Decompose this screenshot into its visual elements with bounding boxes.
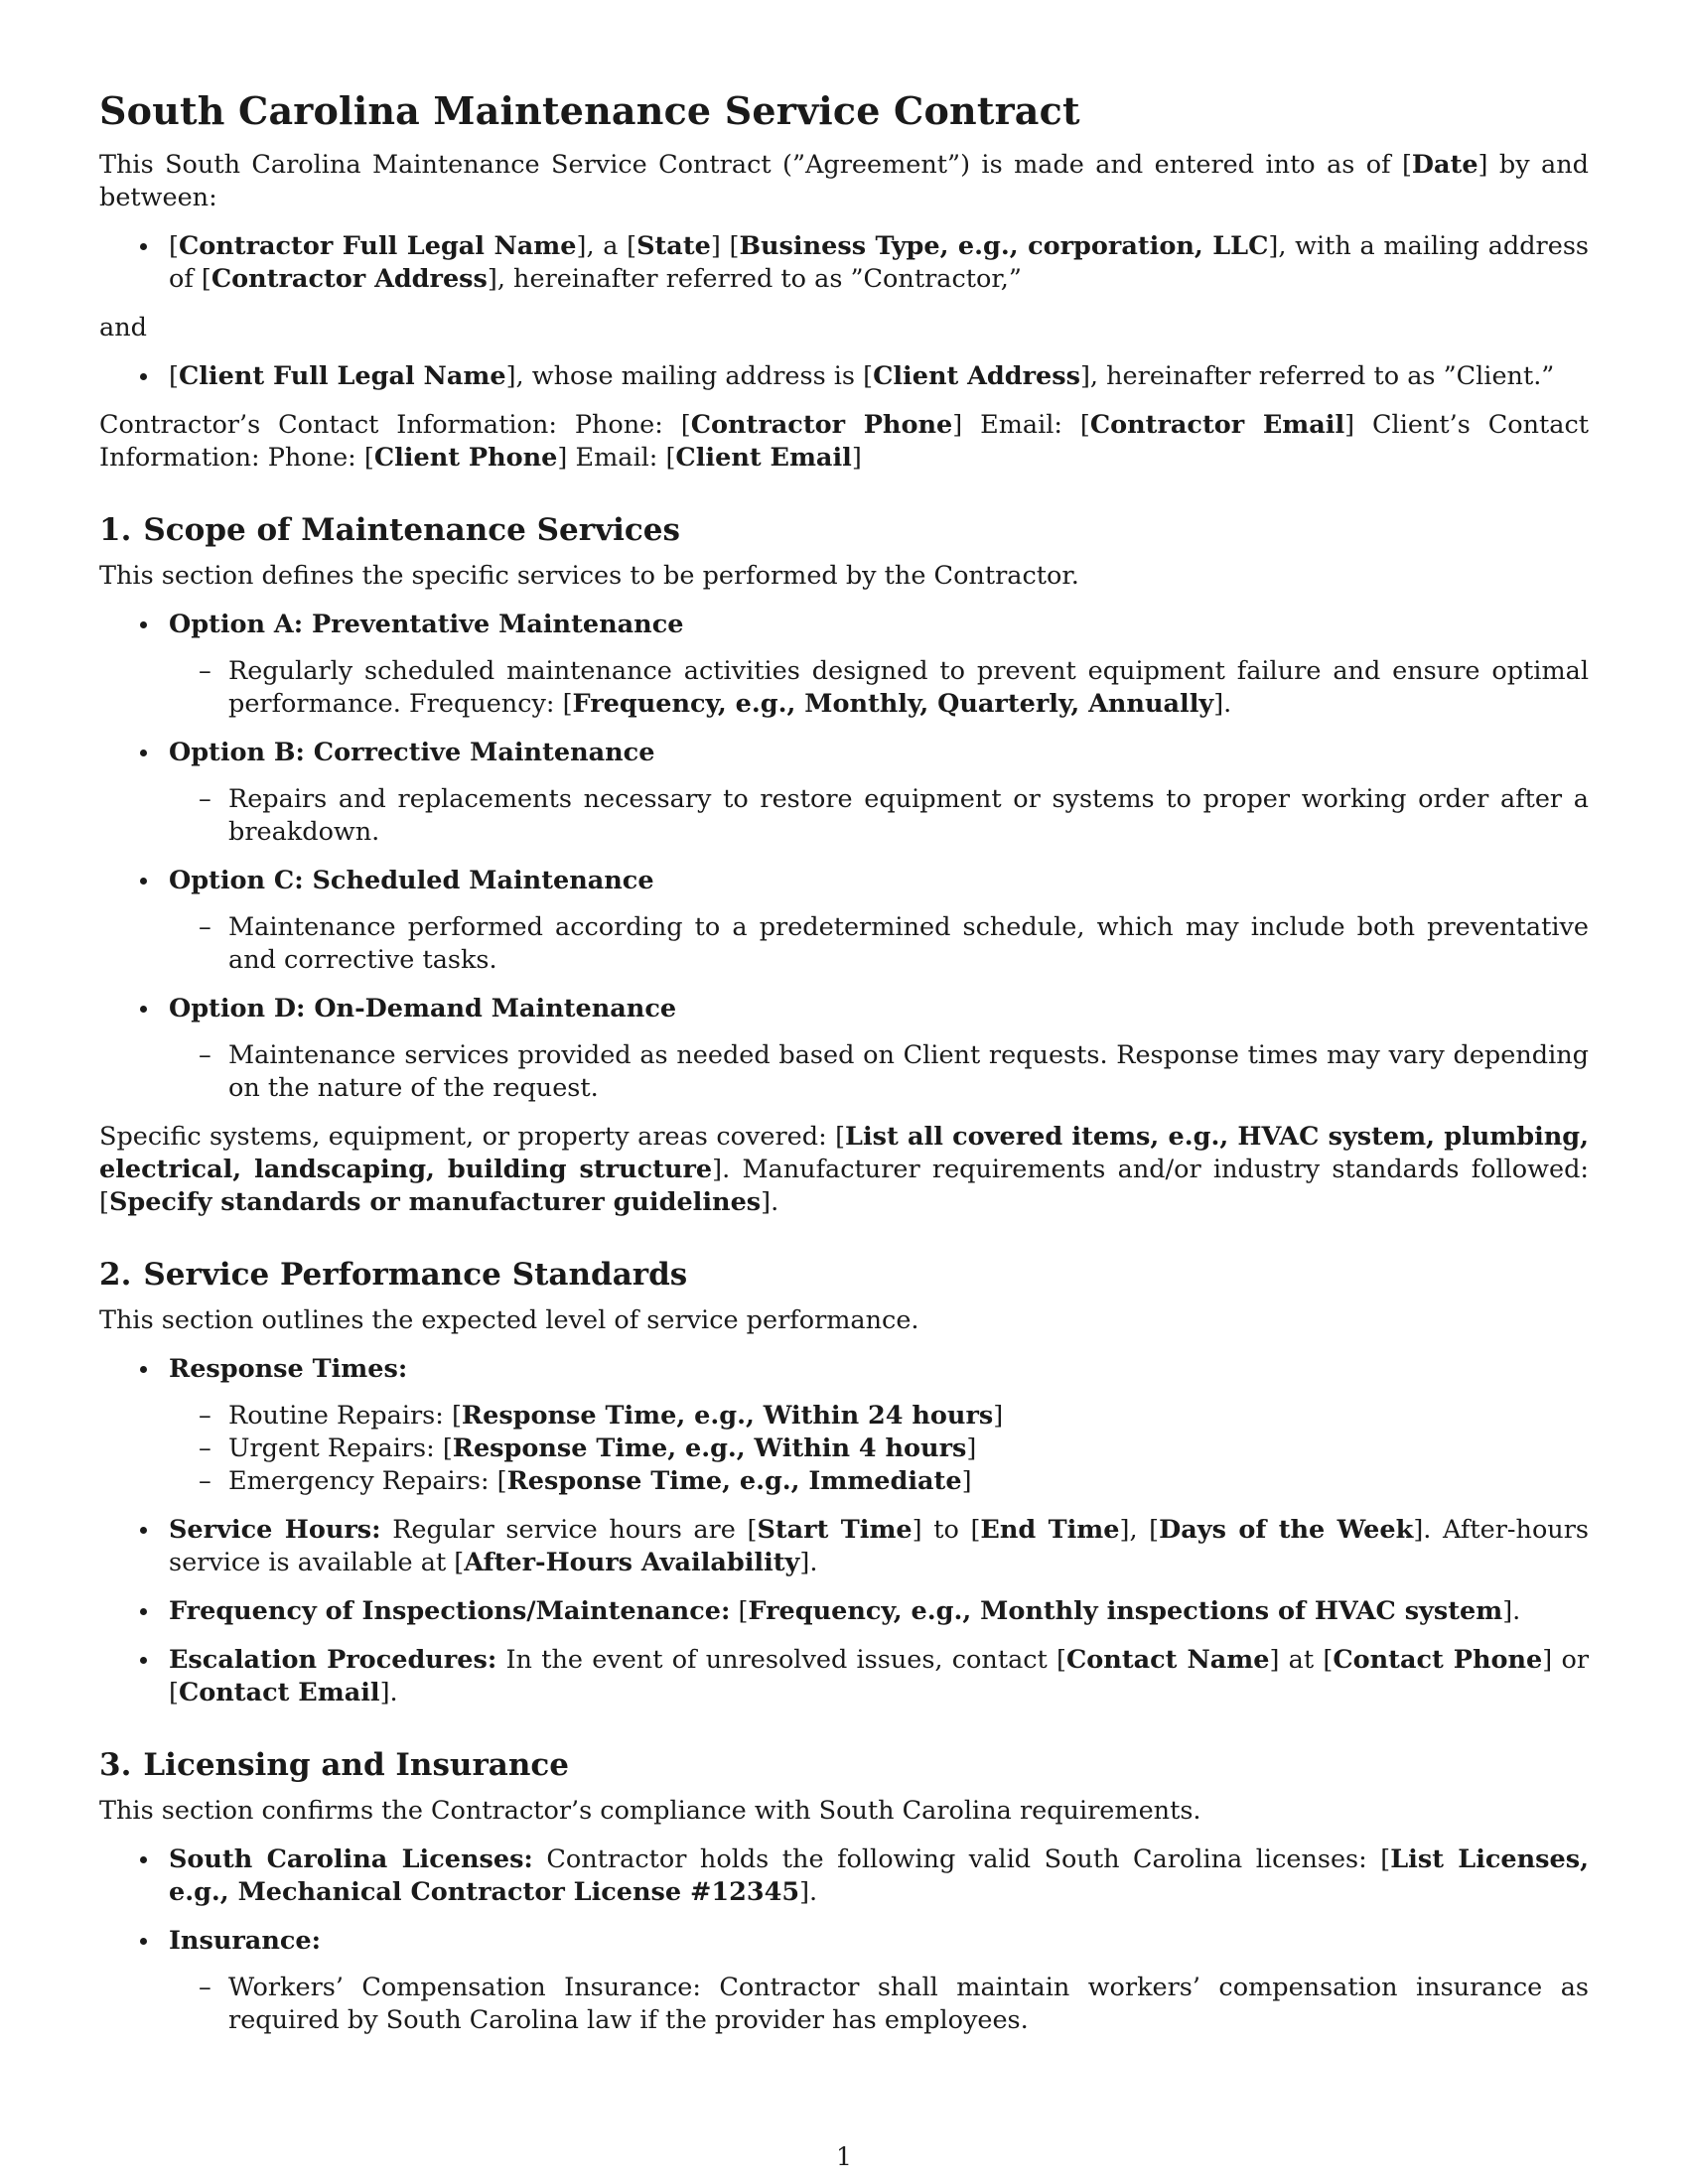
- option-c-item: [99, 865, 1589, 977]
- intro-paragraph: This South Carolina Maintenance Service Contract (”Agreement”) is made and entered into as of [Date] by and between:: [99, 150, 1589, 212]
- routine-response-placeholder: Response Time, e.g., Within 24 hours: [461, 1401, 994, 1431]
- after-hours-placeholder: After-Hours Availability: [464, 1548, 800, 1577]
- page-number: 1: [836, 2142, 852, 2171]
- option-d-detail: – Maintenance services provided as needed based on Client requests. Response times may vary depending on the nature of the request.: [169, 1039, 1589, 1105]
- contractor-phone-placeholder: Contractor Phone: [690, 410, 953, 440]
- escalation-item: Escalation Procedures: In the event of unresolved issues, contact [Contact Name] at [Contact Phone] or [Contact Email].: [99, 1644, 1589, 1709]
- option-c-label: Option C: Scheduled Maintenance: [169, 866, 654, 895]
- licensing-list: [99, 1843, 1589, 2037]
- covered-items-placeholder: List all covered items, e.g., HVAC system, plumbing, electrical, landscaping, building structure: [99, 1122, 1589, 1184]
- party-list-client: [99, 360, 1589, 393]
- section-2-heading: 2. Service Performance Standards: [99, 1257, 688, 1293]
- inspection-frequency-placeholder: Frequency, e.g., Monthly inspections of HVAC system: [748, 1596, 1503, 1626]
- escalation-label: Escalation Procedures:: [169, 1645, 497, 1675]
- option-b-label: Option B: Corrective Maintenance: [169, 738, 655, 767]
- licenses-item: South Carolina Licenses: Contractor holds the following valid South Carolina licenses: [List Licenses, e.g., Mechanical Contractor License #12345].: [99, 1843, 1589, 1909]
- inspection-frequency-item: Frequency of Inspections/Maintenance: [Frequency, e.g., Monthly inspections of HVAC system].: [99, 1595, 1589, 1628]
- contact-phone-placeholder: Contact Phone: [1333, 1645, 1543, 1675]
- option-a-item: [99, 609, 1589, 721]
- licenses-label: South Carolina Licenses:: [169, 1844, 533, 1874]
- service-hours-item: Service Hours: Regular service hours are [Start Time] to [End Time], [Days of the Week]. After-hours service is available at [After-Hours Availability].: [99, 1514, 1589, 1579]
- date-placeholder: Date: [1411, 150, 1478, 180]
- client-party-item: [Client Full Legal Name], whose mailing address is [Client Address], hereinafter referred to as ”Client.”: [99, 360, 1589, 393]
- section-2-description: This section outlines the expected level of service performance.: [99, 1305, 919, 1335]
- response-times-label: Response Times:: [169, 1354, 408, 1384]
- client-name-placeholder: Client Full Legal Name: [178, 361, 506, 391]
- insurance-label: Insurance:: [169, 1926, 322, 1956]
- contractor-address-placeholder: Contractor Address: [211, 264, 488, 294]
- client-email-placeholder: Client Email: [675, 443, 852, 473]
- option-a-detail: – Regularly scheduled maintenance activities designed to prevent equipment failure and ensure optimal performance. Frequency: [Frequency, e.g., Monthly, Quarterly, Annually].: [169, 655, 1589, 721]
- emergency-response-placeholder: Response Time, e.g., Immediate: [506, 1466, 962, 1496]
- contact-name-placeholder: Contact Name: [1066, 1645, 1270, 1675]
- option-c-detail: – Maintenance performed according to a predetermined schedule, which may include both preventative and corrective tasks.: [169, 911, 1589, 977]
- contact-email-placeholder: Contact Email: [178, 1678, 380, 1707]
- section-1-heading: 1. Scope of Maintenance Services: [99, 512, 680, 548]
- licenses-placeholder: List Licenses, e.g., Mechanical Contractor License #12345: [169, 1844, 1589, 1907]
- covered-items-paragraph: Specific systems, equipment, or property areas covered: [List all covered items, e.g., HVAC system, plumbing, electrical, landscaping, building structure]. Manufacturer requirements and/or industry standards followed: [Specify standards or manufacturer guidelines].: [99, 1122, 1589, 1217]
- option-d-label: Option D: On-Demand Maintenance: [169, 994, 677, 1024]
- section-3-description: This section confirms the Contractor’s compliance with South Carolina requirements.: [99, 1796, 1201, 1826]
- option-a-label: Option A: Preventative Maintenance: [169, 610, 684, 639]
- contractor-name-placeholder: Contractor Full Legal Name: [178, 231, 577, 261]
- emergency-repairs-item: – Emergency Repairs: [Response Time, e.g., Immediate]: [169, 1465, 1589, 1498]
- inspection-frequency-label: Frequency of Inspections/Maintenance:: [169, 1596, 731, 1626]
- document-title: South Carolina Maintenance Service Contract: [99, 88, 1080, 133]
- end-time-placeholder: End Time: [980, 1515, 1120, 1545]
- start-time-placeholder: Start Time: [757, 1515, 913, 1545]
- frequency-placeholder: Frequency, e.g., Monthly, Quarterly, Annually: [572, 689, 1214, 719]
- section-1-description: This section defines the specific services to be performed by the Contractor.: [99, 561, 1079, 591]
- urgent-repairs-item: – Urgent Repairs: [Response Time, e.g., Within 4 hours]: [169, 1433, 1589, 1465]
- option-b-item: [99, 737, 1589, 849]
- service-hours-label: Service Hours:: [169, 1515, 381, 1545]
- contractor-party-item: [Contractor Full Legal Name], a [State] [Business Type, e.g., corporation, LLC], with a mailing address of [Contractor Address], hereinafter referred to as ”Contractor,”: [99, 230, 1589, 296]
- routine-repairs-item: – Routine Repairs: [Response Time, e.g., Within 24 hours]: [169, 1400, 1589, 1433]
- response-times-item: [99, 1353, 1589, 1498]
- service-options-list: [99, 609, 1589, 1105]
- client-address-placeholder: Client Address: [873, 361, 1080, 391]
- performance-standards-list: [99, 1353, 1589, 1709]
- days-placeholder: Days of the Week: [1159, 1515, 1414, 1545]
- client-phone-placeholder: Client Phone: [373, 443, 558, 473]
- standards-placeholder: Specify standards or manufacturer guidelines: [108, 1187, 762, 1217]
- and-text: and: [99, 313, 147, 342]
- party-list-contractor: [99, 230, 1589, 296]
- option-b-detail: – Repairs and replacements necessary to restore equipment or systems to proper working order after a breakdown.: [169, 783, 1589, 849]
- contractor-email-placeholder: Contractor Email: [1089, 410, 1345, 440]
- urgent-response-placeholder: Response Time, e.g., Within 4 hours: [452, 1433, 967, 1463]
- option-d-item: [99, 993, 1589, 1105]
- document-page: [99, 87, 1589, 2053]
- state-placeholder: State: [636, 231, 711, 261]
- contact-information: Contractor’s Contact Information: Phone: [Contractor Phone] Email: [Contractor Email] Client’s Contact Information: Phone: [Client Phone] Email: [Client Email]: [99, 410, 1589, 473]
- section-3-heading: 3. Licensing and Insurance: [99, 1747, 570, 1783]
- workers-comp-item: – Workers’ Compensation Insurance: Contractor shall maintain workers’ compensation insurance as required by South Carolina law if the provider has employees.: [169, 1972, 1589, 2037]
- insurance-item: [99, 1925, 1589, 2037]
- business-type-placeholder: Business Type, e.g., corporation, LLC: [739, 231, 1269, 261]
